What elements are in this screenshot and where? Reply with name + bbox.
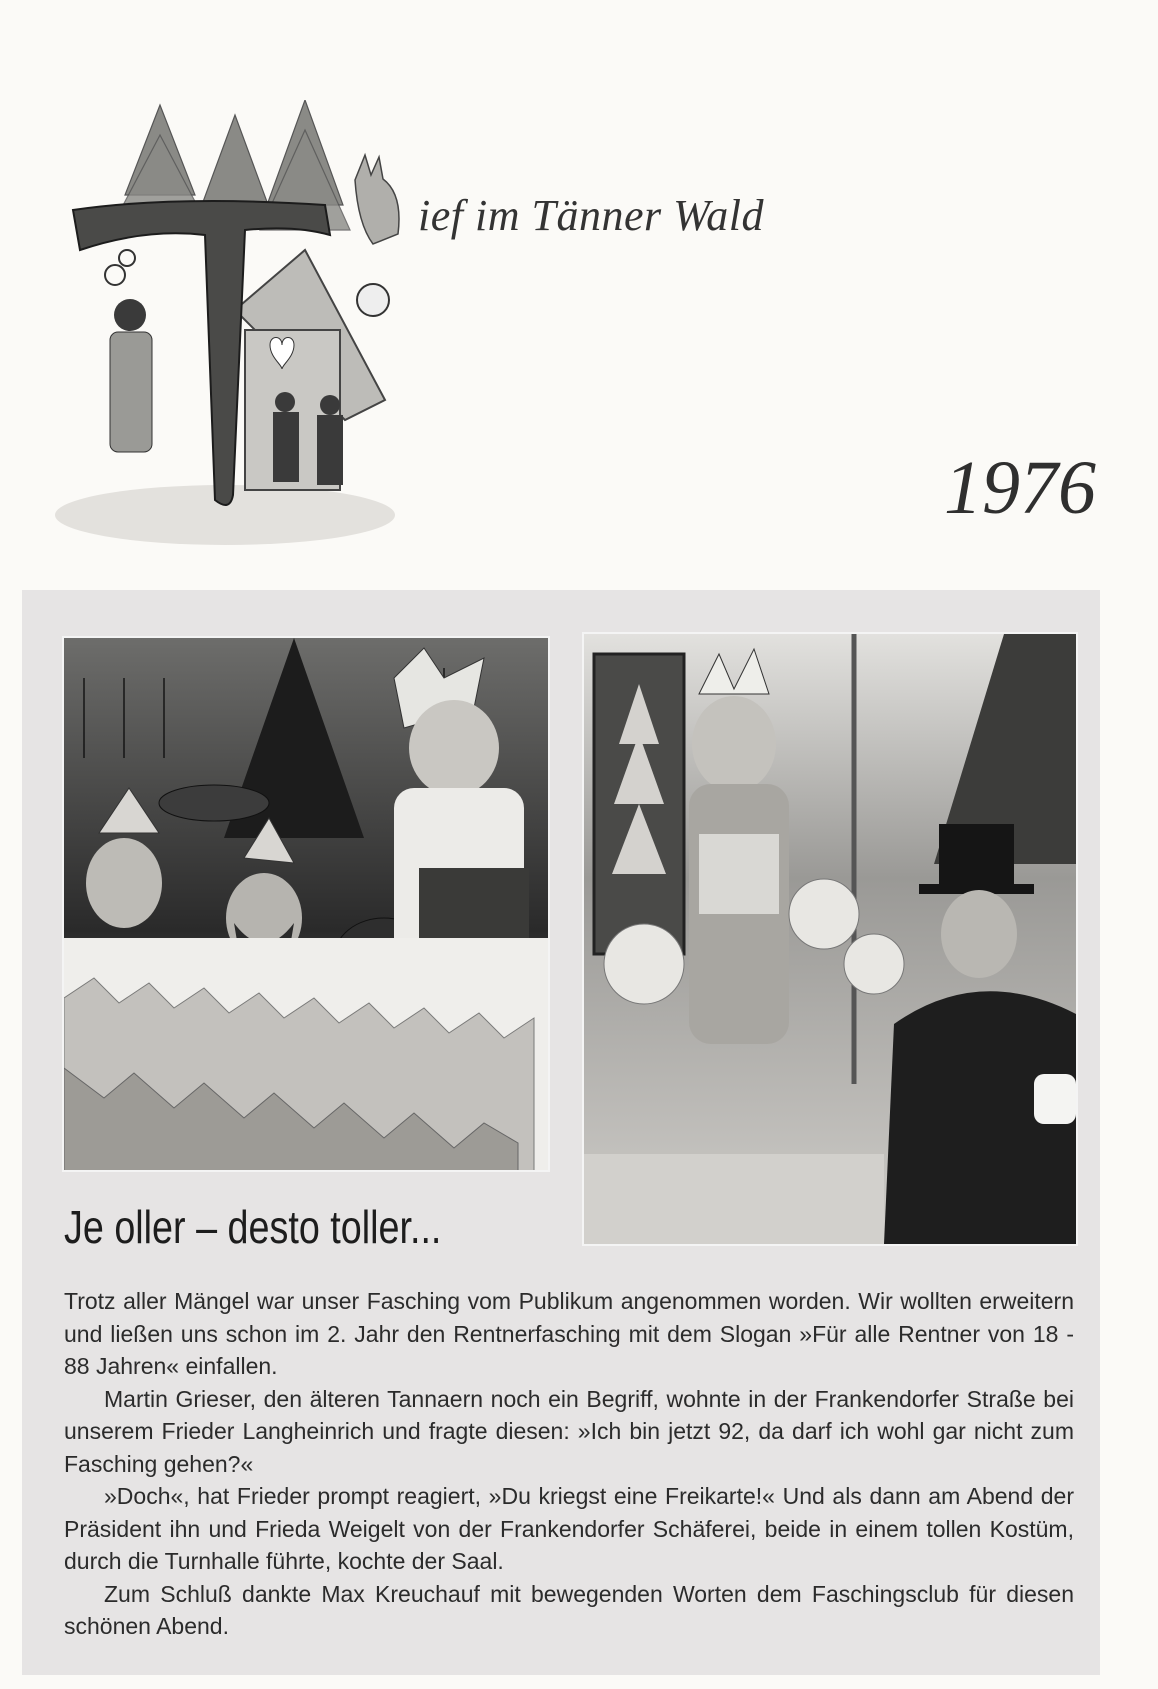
header-title: ief im Tänner Wald <box>418 191 764 240</box>
article-heading: Je oller – desto toller... <box>64 1201 442 1253</box>
decorative-initial-illustration <box>55 100 435 560</box>
article-paragraph: Trotz aller Mängel war unser Fasching vom Publikum angenommen worden. Wir wollten erweitern und ließen uns schon im 2. Jahr den Rentnerfasching mit dem Slogan »Für alle Rentner von 18 - 88 Jahren« einfallen. <box>64 1288 1074 1379</box>
initial-t-drawing <box>55 100 435 560</box>
article-paragraph: Martin Grieser, den älteren Tannaern noch ein Begriff, wohnte in der Frankendorfer Straße bei unserem Frieder Langheinrich und fragte diesen: »Ich bin jetzt 92, da darf ich wohl gar nicht zum Fasching gehen?« <box>64 1385 1074 1477</box>
article-body <box>64 1285 1074 1643</box>
year-label: 1976 <box>944 446 1096 530</box>
article-paragraph: »Doch«, hat Frieder prompt reagiert, »Du kriegst eine Freikarte!« Und als dann am Abend der Präsident ihn und Frieda Weigelt von der Frankendorfer Schäferei, beide in einem tollen Kostüm, durch die Turnhalle führte, kochte der Saal. <box>64 1483 1074 1574</box>
article-panel <box>22 590 1100 1675</box>
photo-stage-musicians <box>62 636 550 1172</box>
article-paragraph: Zum Schluß dankte Max Kreuchauf mit bewegenden Worten dem Faschingsclub für diesen schönen Abend. <box>64 1580 1074 1639</box>
photo-outdoor-parade <box>582 632 1078 1246</box>
